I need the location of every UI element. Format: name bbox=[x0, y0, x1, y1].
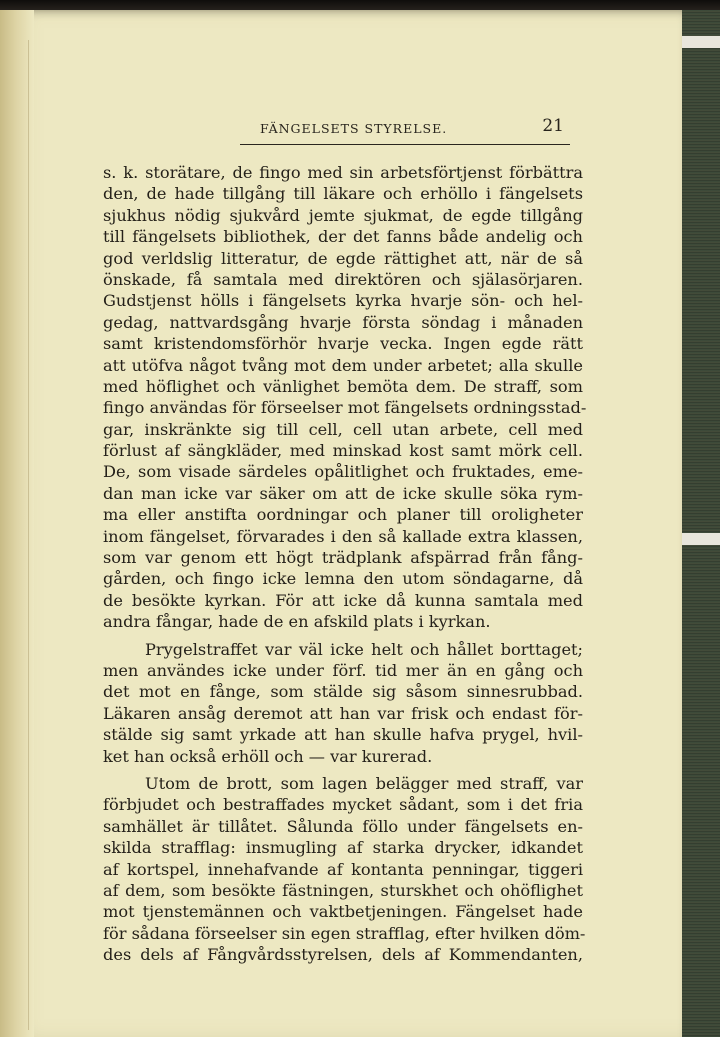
edge-highlight-band bbox=[682, 36, 720, 48]
text-line: mot tjenstemännen och vaktbetjeningen. Fängelset hade bbox=[103, 902, 583, 922]
text-line: skilda strafflag: insmugling af starka drycker, idkandet bbox=[103, 838, 583, 858]
text-line: gedag, nattvardsgång hvarje första söndag i månaden bbox=[103, 312, 583, 332]
text-line: des dels af Fångvårdsstyrelsen, dels af Kommendanten, bbox=[103, 945, 583, 965]
edge-highlight-band bbox=[682, 533, 720, 545]
text-line: Läkaren ansåg deremot att han var frisk och endast för- bbox=[103, 703, 583, 723]
text-line: af kortspel, innehafvande af kontanta penningar, tiggeri bbox=[103, 859, 583, 879]
page-header bbox=[240, 118, 570, 145]
text-line: sjukhus nödig sjukvård jemte sjukmat, de egde tillgång bbox=[103, 205, 583, 225]
text-line: gården, och fingo icke lemna den utom söndagarne, då bbox=[103, 569, 583, 589]
text-line: Gudstjenst hölls i fängelsets kyrka hvarje sön- och hel- bbox=[103, 291, 583, 311]
text-line: till fängelsets bibliothek, der det fanns både andelig och bbox=[103, 227, 583, 247]
text-line: men användes icke under förf. tid mer än en gång och bbox=[103, 660, 583, 680]
text-line: stälde sig samt yrkade att han skulle hafva prygel, hvil- bbox=[103, 725, 583, 745]
running-head: FÄNGELSETS STYRELSE. bbox=[260, 121, 448, 136]
text-line: önskade, få samtala med direktören och själasörjaren. bbox=[103, 269, 583, 289]
text-line: som var genom ett högt trädplank afspärrad från fång- bbox=[103, 548, 583, 568]
text-line: förbjudet och bestraffades mycket sådant, som i det fria bbox=[103, 795, 583, 815]
text-line: att utöfva något tvång mot dem under arbetet; alla skulle bbox=[103, 355, 583, 375]
text-line: fingo användas för förseelser mot fängelsets ordningsstad- bbox=[103, 398, 587, 418]
text-line: ma eller anstifta oordningar och planer till oroligheter bbox=[103, 505, 583, 525]
page-stack-edge bbox=[682, 10, 720, 1037]
text-line: det mot en fånge, som stälde sig såsom sinnesrubbad. bbox=[103, 682, 583, 702]
text-line: ket han också erhöll och — var kurerad. bbox=[103, 746, 433, 766]
paragraph-first-line: Prygelstraffet var väl icke helt och hållet borttaget; bbox=[145, 639, 583, 659]
page-number: 21 bbox=[542, 116, 564, 136]
text-line: de besökte kyrkan. För att icke då kunna samtala med bbox=[103, 590, 583, 610]
gutter-fold-line bbox=[28, 40, 29, 1030]
text-line: De, som visade särdeles opålitlighet och fruktades, eme- bbox=[103, 462, 583, 482]
text-line: andra fångar, hade de en afskild plats i kyrkan. bbox=[103, 612, 491, 632]
text-line: s. k. storätare, de fingo med sin arbetsförtjenst förbättra bbox=[103, 163, 583, 182]
text-line: samt kristendomsförhör hvarje vecka. Ingen egde rätt bbox=[103, 334, 583, 354]
text-line: förlust af sängkläder, med minskad kost samt mörk cell. bbox=[103, 441, 583, 461]
text-line: samhället är tillåtet. Sålunda föllo under fängelsets en- bbox=[103, 816, 583, 836]
text-line: god verldslig litteratur, de egde rättighet att, när de så bbox=[103, 248, 583, 268]
text-line: gar, inskränkte sig till cell, cell utan arbete, cell med bbox=[103, 419, 583, 439]
text-line: den, de hade tillgång till läkare och erhöllo i fängelsets bbox=[103, 184, 583, 204]
text-line: med höflighet och vänlighet bemöta dem. De straff, som bbox=[103, 376, 583, 396]
text-line: dan man icke var säker om att de icke skulle söka rym- bbox=[103, 483, 583, 503]
body-text bbox=[103, 162, 587, 965]
paragraph-first-line: Utom de brott, som lagen belägger med straff, var bbox=[145, 773, 583, 793]
text-line: inom fängelset, förvarades i den så kallade extra klassen, bbox=[103, 526, 583, 546]
text-line: för sådana förseelser sin egen strafflag, efter hvilken döm- bbox=[103, 923, 586, 943]
text-line: af dem, som besökte fästningen, sturskhet och ohöflighet bbox=[103, 880, 583, 900]
